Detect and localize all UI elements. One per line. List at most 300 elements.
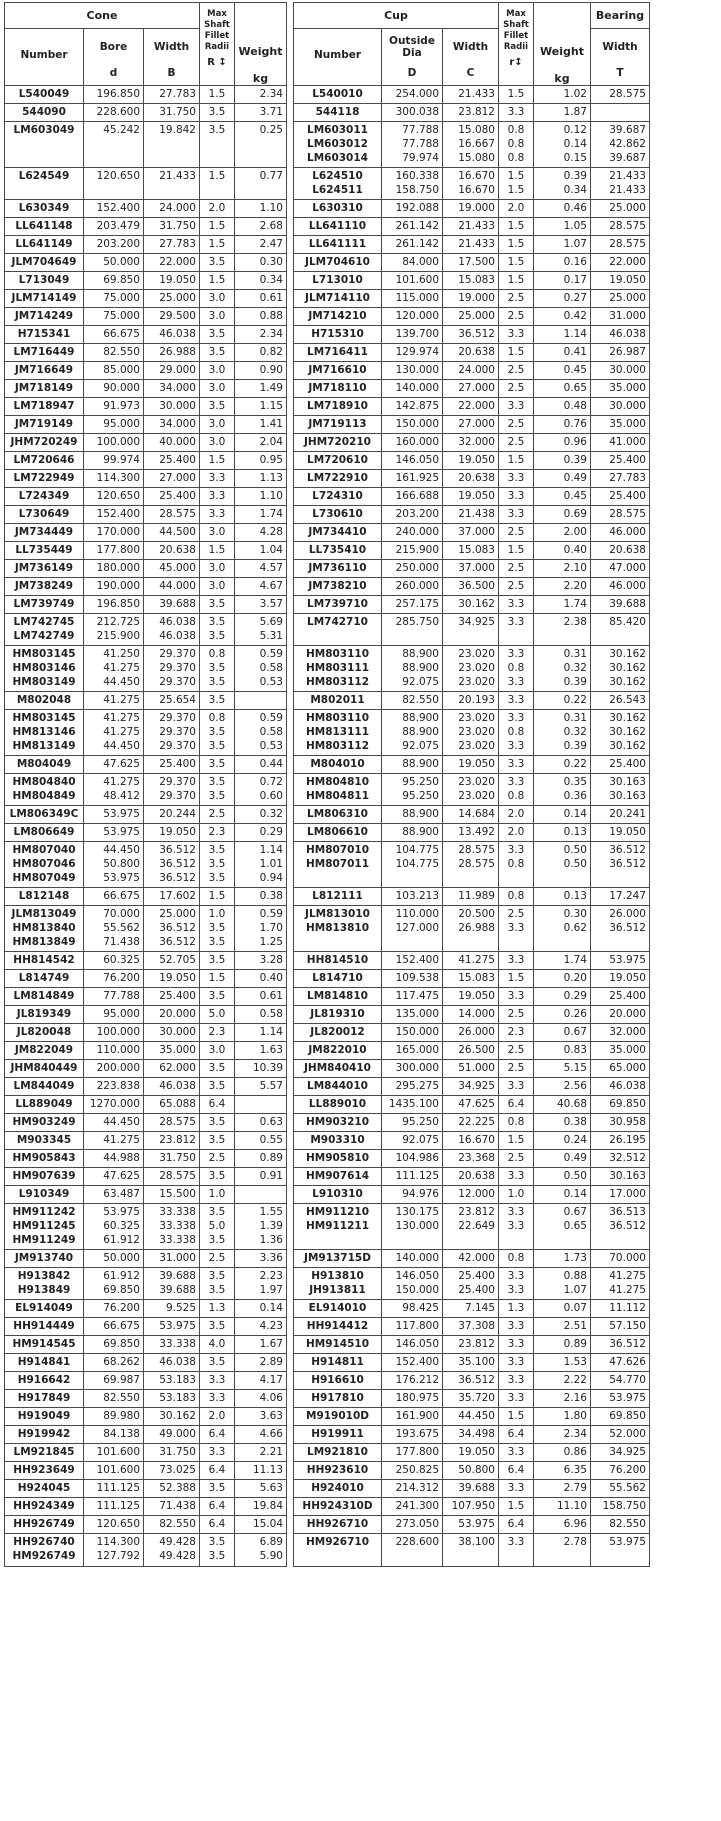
cone-bore-value: 190.000 bbox=[96, 580, 140, 593]
cup-width-cell bbox=[443, 452, 499, 470]
cone-width-value: 19.050 bbox=[159, 274, 196, 287]
cone-number-value: LL889049 bbox=[15, 1098, 73, 1111]
cone-fillet-sym: R ↕ bbox=[207, 57, 227, 68]
cup-weight-cell bbox=[534, 1006, 591, 1024]
cup-fillet-cell bbox=[499, 218, 534, 236]
cone-weight-value: 0.44 bbox=[259, 758, 283, 771]
cone-fillet-value: 6.4 bbox=[208, 1098, 226, 1111]
cone-number-value: M804049 bbox=[16, 758, 72, 771]
cup-number-value: HM803110 bbox=[305, 648, 370, 661]
bearing-width-value: 21.433 bbox=[609, 170, 646, 183]
cup-weight-cell bbox=[534, 1204, 591, 1250]
cup-od-cell bbox=[382, 614, 443, 646]
cup-od-value: 95.250 bbox=[402, 1116, 439, 1129]
cup-od-value: 146.050 bbox=[395, 1338, 439, 1351]
cup-od-cell bbox=[382, 1462, 443, 1480]
cup-weight-cell bbox=[534, 488, 591, 506]
cup-od-value: 120.000 bbox=[395, 310, 439, 323]
cup-table-row bbox=[294, 1132, 650, 1150]
cup-od-cell bbox=[382, 1534, 443, 1567]
cone-bore-value: 82.550 bbox=[103, 346, 140, 359]
cone-weight-value: 2.23 bbox=[259, 1270, 283, 1283]
cup-weight-cell bbox=[534, 1250, 591, 1268]
cone-table-row bbox=[5, 344, 287, 362]
cone-number-cell bbox=[5, 988, 84, 1006]
cone-fillet-cell bbox=[200, 506, 235, 524]
cone-number-cell bbox=[5, 1114, 84, 1132]
cup-fillet-cell bbox=[499, 1372, 534, 1390]
cone-fillet-cell bbox=[200, 1516, 235, 1534]
cup-width-value: 7.145 bbox=[464, 1302, 495, 1315]
cone-width-value: 29.370 bbox=[159, 776, 196, 789]
cup-weight-value: 0.46 bbox=[563, 202, 587, 215]
cone-number-value: HM804849 bbox=[12, 790, 76, 803]
cup-od-cell bbox=[382, 596, 443, 614]
cup-fillet-cell bbox=[499, 1150, 534, 1168]
cone-table-row bbox=[5, 380, 287, 398]
cup-table-row bbox=[294, 1354, 650, 1372]
cone-fillet-cell bbox=[200, 1096, 235, 1114]
cup-weight-value: 0.39 bbox=[563, 676, 587, 689]
cup-fillet-value: 6.4 bbox=[507, 1464, 525, 1477]
cone-bore-cell bbox=[84, 542, 144, 560]
cone-width-cell bbox=[144, 1372, 200, 1390]
cup-width-cell bbox=[443, 236, 499, 254]
cone-width-cell bbox=[144, 1318, 200, 1336]
cone-bore-value: 44.450 bbox=[103, 676, 140, 689]
cone-weight-cell bbox=[235, 1354, 287, 1372]
cone-weight-cell bbox=[235, 398, 287, 416]
bearing-width-cell bbox=[591, 1078, 650, 1096]
cone-bore-cell bbox=[84, 86, 144, 104]
cone-number-cell bbox=[5, 272, 84, 290]
cup-table-row bbox=[294, 272, 650, 290]
bearing-width-value: 36.512 bbox=[609, 844, 646, 857]
cone-table-row bbox=[5, 1042, 287, 1060]
cone-fillet-cell bbox=[200, 470, 235, 488]
cup-width-cell bbox=[443, 1204, 499, 1250]
cone-number-value: L812148 bbox=[18, 890, 70, 903]
cone-bore-value: 41.250 bbox=[103, 648, 140, 661]
cone-fillet-value: 3.0 bbox=[208, 382, 226, 395]
cone-fillet-cell bbox=[200, 1444, 235, 1462]
cone-fillet-value: 3.3 bbox=[208, 508, 226, 521]
cup-weight-cell bbox=[534, 218, 591, 236]
cup-width-value: 19.050 bbox=[458, 454, 495, 467]
cone-number-cell bbox=[5, 1204, 84, 1250]
cup-width-cell bbox=[443, 1444, 499, 1462]
cup-fillet-cell bbox=[499, 578, 534, 596]
cup-number-cell bbox=[294, 1042, 382, 1060]
cup-weight-value: 6.35 bbox=[563, 1464, 587, 1477]
cone-number-value: HM803146 bbox=[12, 662, 76, 675]
cone-weight-value bbox=[238, 692, 283, 706]
cup-number-value: HM804811 bbox=[305, 790, 370, 803]
cup-number-cell bbox=[294, 1006, 382, 1024]
cup-number-value: M903310 bbox=[310, 1134, 365, 1147]
cone-number-value: L724349 bbox=[18, 490, 70, 503]
cone-bore-value: 100.000 bbox=[96, 1026, 140, 1039]
cup-fillet-value: 1.5 bbox=[507, 184, 525, 197]
bearing-width-value: 158.750 bbox=[602, 1500, 646, 1513]
cup-weight-cell bbox=[534, 200, 591, 218]
cone-weight-value: 2.47 bbox=[259, 238, 283, 251]
cup-number-cell bbox=[294, 842, 382, 888]
cone-fillet-cell bbox=[200, 774, 235, 806]
cup-od-cell bbox=[382, 710, 443, 756]
cup-weight-cell bbox=[534, 362, 591, 380]
cone-number-value: HM807046 bbox=[12, 858, 76, 871]
cup-od-cell bbox=[382, 1042, 443, 1060]
cone-bore-value: 85.000 bbox=[103, 364, 140, 377]
cup-od-cell bbox=[382, 1354, 443, 1372]
cup-od-value: 104.775 bbox=[395, 844, 439, 857]
cone-fillet-value: 2.5 bbox=[208, 1152, 226, 1165]
cup-od-value: 77.788 bbox=[402, 124, 439, 136]
cup-fillet-cell bbox=[499, 344, 534, 362]
cone-bore-cell bbox=[84, 1096, 144, 1114]
cup-od-cell bbox=[382, 1186, 443, 1204]
cup-number-cell bbox=[294, 596, 382, 614]
cup-number-value: L713010 bbox=[312, 274, 363, 287]
cone-bore-value: 200.000 bbox=[96, 1062, 140, 1075]
cup-fillet-value: 3.3 bbox=[507, 694, 525, 707]
cup-width-cell bbox=[443, 542, 499, 560]
cone-fillet-value: 3.5 bbox=[208, 1270, 226, 1283]
bearing-width-value: 41.275 bbox=[609, 1270, 646, 1283]
cone-fillet-value: 3.5 bbox=[208, 328, 226, 341]
cone-bore-value: 47.625 bbox=[103, 1170, 140, 1183]
cup-fillet-value: 3.3 bbox=[507, 1446, 525, 1459]
cone-bore-value: 82.550 bbox=[103, 1392, 140, 1405]
cup-od-cell bbox=[382, 272, 443, 290]
cone-number-cell bbox=[5, 1096, 84, 1114]
cup-weight-value: 0.22 bbox=[563, 758, 587, 771]
cup-fillet-value: 1.5 bbox=[507, 238, 525, 251]
cup-width-cell bbox=[443, 806, 499, 824]
cup-table-row bbox=[294, 1060, 650, 1078]
cone-weight-label: Weight bbox=[238, 45, 283, 58]
cone-bore-cell bbox=[84, 1336, 144, 1354]
cone-number-cell bbox=[5, 756, 84, 774]
cup-weight-cell bbox=[534, 1024, 591, 1042]
cone-weight-cell bbox=[235, 756, 287, 774]
cone-width-value: 28.575 bbox=[159, 508, 196, 521]
cone-bore-cell bbox=[84, 1078, 144, 1096]
cup-width-value: 19.050 bbox=[458, 990, 495, 1003]
cone-width-value: 25.400 bbox=[159, 454, 196, 467]
cup-width-value: 16.670 bbox=[458, 184, 495, 197]
cone-weight-value: 3.71 bbox=[259, 106, 283, 118]
cone-width-cell bbox=[144, 1534, 200, 1567]
cup-weight-value: 0.30 bbox=[563, 908, 587, 921]
cup-width-value: 15.083 bbox=[458, 274, 495, 287]
cup-table-row bbox=[294, 1444, 650, 1462]
cup-width-cell bbox=[443, 1480, 499, 1498]
cup-fillet-cell bbox=[499, 596, 534, 614]
bearing-width-cell bbox=[591, 774, 650, 806]
cone-weight-header bbox=[235, 3, 287, 86]
cup-od-value: 88.900 bbox=[402, 808, 439, 821]
cup-width-cell bbox=[443, 1534, 499, 1567]
cone-weight-cell bbox=[235, 362, 287, 380]
cone-fillet-cell bbox=[200, 1318, 235, 1336]
cone-bore-cell bbox=[84, 970, 144, 988]
cup-weight-cell bbox=[534, 326, 591, 344]
cone-fillet-cell bbox=[200, 970, 235, 988]
cone-bore-value: 120.650 bbox=[96, 170, 140, 183]
cone-fillet-l1: Shaft bbox=[204, 20, 230, 30]
cone-number-cell bbox=[5, 1318, 84, 1336]
cup-weight-value: 0.83 bbox=[563, 1044, 587, 1057]
cone-number-value: HM926749 bbox=[12, 1550, 76, 1563]
cup-width-cell bbox=[443, 1096, 499, 1114]
cup-width-value: 23.368 bbox=[458, 1152, 495, 1165]
cup-od-value: 95.250 bbox=[402, 776, 439, 789]
cone-bore-value: 177.800 bbox=[96, 544, 140, 557]
cone-weight-cell bbox=[235, 488, 287, 506]
cup-weight-cell bbox=[534, 1150, 591, 1168]
cup-width-cell bbox=[443, 1426, 499, 1444]
cone-width-cell bbox=[144, 470, 200, 488]
cone-bore-cell bbox=[84, 1534, 144, 1567]
cup-table-row bbox=[294, 646, 650, 692]
cup-weight-value: 0.36 bbox=[563, 790, 587, 803]
cup-table-row bbox=[294, 488, 650, 506]
cup-weight-cell bbox=[534, 1390, 591, 1408]
cup-weight-value: 2.16 bbox=[563, 1392, 587, 1405]
bearing-width-cell bbox=[591, 524, 650, 542]
cone-fillet-cell bbox=[200, 362, 235, 380]
cone-weight-value: 0.91 bbox=[259, 1170, 283, 1183]
cup-table bbox=[293, 2, 650, 1567]
cup-fillet-value: 3.3 bbox=[507, 648, 525, 661]
cup-fillet-value: 3.3 bbox=[507, 758, 525, 771]
cup-od-value: 161.925 bbox=[395, 472, 439, 485]
cone-weight-value: 0.40 bbox=[259, 972, 283, 985]
cup-od-value: 95.250 bbox=[402, 790, 439, 803]
cone-bore-cell bbox=[84, 614, 144, 646]
cone-number-value: LM742749 bbox=[13, 630, 75, 643]
cup-table-row bbox=[294, 218, 650, 236]
cup-od-value: 250.825 bbox=[395, 1464, 439, 1477]
cup-od-value: 88.900 bbox=[402, 712, 439, 725]
cone-number-cell bbox=[5, 560, 84, 578]
cup-od-value: 160.338 bbox=[395, 170, 439, 183]
cup-number-value: HM804810 bbox=[305, 776, 370, 789]
cup-width-value: 50.800 bbox=[458, 1464, 495, 1477]
cone-width-value: 15.500 bbox=[159, 1188, 196, 1201]
cone-bore-value: 41.275 bbox=[103, 694, 140, 707]
cup-od-cell bbox=[382, 1480, 443, 1498]
cup-od-value: 150.000 bbox=[395, 418, 439, 431]
bearing-width-value: 39.687 bbox=[609, 152, 646, 164]
cup-width-value: 22.225 bbox=[458, 1116, 495, 1129]
cone-table-row bbox=[5, 774, 287, 806]
cone-width-cell bbox=[144, 710, 200, 756]
cone-fillet-cell bbox=[200, 692, 235, 710]
cup-width-value: 20.638 bbox=[458, 1170, 495, 1183]
cone-bore-cell bbox=[84, 1132, 144, 1150]
cone-width-value: 25.654 bbox=[159, 694, 196, 707]
cup-weight-cell bbox=[534, 646, 591, 692]
cup-table-row bbox=[294, 1042, 650, 1060]
bearing-width-cell bbox=[591, 416, 650, 434]
cone-weight-value: 0.29 bbox=[259, 826, 283, 839]
cone-table-row bbox=[5, 86, 287, 104]
cup-od-value: 161.900 bbox=[395, 1410, 439, 1423]
cup-number-cell bbox=[294, 1390, 382, 1408]
cone-width-value: 31.750 bbox=[159, 106, 196, 118]
cup-number-value: LM716411 bbox=[307, 346, 368, 359]
cup-number-value: HH923610 bbox=[306, 1464, 369, 1477]
cup-od-cell bbox=[382, 952, 443, 970]
cone-fillet-value: 3.5 bbox=[208, 598, 226, 611]
cone-fillet-value: 3.5 bbox=[208, 936, 226, 949]
cup-weight-value: 0.07 bbox=[563, 1302, 587, 1315]
cup-od-cell bbox=[382, 1078, 443, 1096]
cone-fillet-cell bbox=[200, 596, 235, 614]
bearing-width-value: 34.925 bbox=[609, 1446, 646, 1459]
bearing-width-cell bbox=[591, 398, 650, 416]
cone-fillet-cell bbox=[200, 1024, 235, 1042]
cup-weight-value: 0.22 bbox=[563, 694, 587, 707]
cone-bore-cell bbox=[84, 1204, 144, 1250]
cone-bore-value: 53.975 bbox=[103, 808, 140, 821]
cup-table-row bbox=[294, 1114, 650, 1132]
cup-fillet-cell bbox=[499, 1408, 534, 1426]
cone-number-value: HM911245 bbox=[12, 1220, 76, 1233]
cup-weight-cell bbox=[534, 542, 591, 560]
cone-number-cell bbox=[5, 774, 84, 806]
cup-table-row bbox=[294, 824, 650, 842]
bearing-width-cell bbox=[591, 254, 650, 272]
cone-weight-value: 1.63 bbox=[259, 1044, 283, 1057]
cone-width-value: 28.575 bbox=[159, 1170, 196, 1183]
cup-weight-cell bbox=[534, 1078, 591, 1096]
cup-width-cell bbox=[443, 824, 499, 842]
cone-weight-value: 1.39 bbox=[259, 1220, 283, 1233]
cone-weight-cell bbox=[235, 774, 287, 806]
cone-number-cell bbox=[5, 254, 84, 272]
cup-od-value: 240.000 bbox=[395, 526, 439, 539]
cone-table-row bbox=[5, 824, 287, 842]
cone-width-value: 35.000 bbox=[159, 1044, 196, 1057]
cup-weight-value: 1.02 bbox=[563, 88, 587, 100]
cone-weight-value: 4.17 bbox=[259, 1374, 283, 1387]
cone-fillet-value: 3.0 bbox=[208, 580, 226, 593]
cone-width-cell bbox=[144, 1168, 200, 1186]
cup-width-value: 26.500 bbox=[458, 1044, 495, 1057]
cone-weight-value: 2.04 bbox=[259, 436, 283, 449]
cone-table-row bbox=[5, 1498, 287, 1516]
cone-bore-cell bbox=[84, 1354, 144, 1372]
cup-number-value: JLM813010 bbox=[305, 908, 370, 921]
cone-fillet-value: 6.4 bbox=[208, 1428, 226, 1441]
cone-table-body bbox=[5, 86, 287, 1567]
cone-width-cell bbox=[144, 254, 200, 272]
cone-weight-cell bbox=[235, 524, 287, 542]
cone-number-cell bbox=[5, 1480, 84, 1498]
cone-bore-cell bbox=[84, 236, 144, 254]
cup-width-cell bbox=[443, 416, 499, 434]
cone-number-value: LM739749 bbox=[13, 598, 75, 611]
cone-bore-value: 111.125 bbox=[96, 1482, 140, 1495]
cone-width-value: 36.512 bbox=[159, 872, 196, 885]
cone-fillet-cell bbox=[200, 168, 235, 200]
cone-weight-value: 1.41 bbox=[259, 418, 283, 431]
cone-width-value: 28.575 bbox=[159, 1116, 196, 1129]
cone-bore-value: 203.200 bbox=[96, 238, 140, 251]
cup-number-cell bbox=[294, 1250, 382, 1268]
cup-od-sym: D bbox=[407, 67, 417, 80]
cup-weight-value: 0.12 bbox=[563, 124, 587, 136]
cup-table-row bbox=[294, 86, 650, 104]
cone-fillet-value: 3.0 bbox=[208, 310, 226, 323]
cone-bore-value: 180.000 bbox=[96, 562, 140, 575]
cup-od-value: 165.000 bbox=[395, 1044, 439, 1057]
cup-weight-cell bbox=[534, 970, 591, 988]
cup-number-cell bbox=[294, 774, 382, 806]
cone-fillet-cell bbox=[200, 542, 235, 560]
cone-bore-value: 61.912 bbox=[103, 1234, 140, 1247]
cup-weight-cell bbox=[534, 774, 591, 806]
cup-table-row bbox=[294, 1300, 650, 1318]
cone-fillet-cell bbox=[200, 1534, 235, 1567]
bearing-width-cell bbox=[591, 1444, 650, 1462]
cup-table-row bbox=[294, 560, 650, 578]
cup-weight-value: 0.89 bbox=[563, 1338, 587, 1351]
cone-number-value: 544090 bbox=[22, 106, 66, 118]
cup-od-cell bbox=[382, 1114, 443, 1132]
cone-width-cell bbox=[144, 614, 200, 646]
cup-table-row bbox=[294, 1498, 650, 1516]
cone-fillet-value: 3.5 bbox=[208, 776, 226, 789]
cup-number-cell bbox=[294, 398, 382, 416]
cone-number-cell bbox=[5, 806, 84, 824]
cone-weight-cell bbox=[235, 1390, 287, 1408]
cone-weight-value: 3.57 bbox=[259, 598, 283, 611]
cone-number-cell bbox=[5, 506, 84, 524]
cup-width-cell bbox=[443, 218, 499, 236]
cone-bore-value: 120.650 bbox=[96, 490, 140, 503]
cone-fillet-cell bbox=[200, 1426, 235, 1444]
cone-number-value: HM807040 bbox=[12, 844, 76, 857]
cone-bore-value: 71.438 bbox=[103, 936, 140, 949]
cone-weight-cell bbox=[235, 1114, 287, 1132]
cone-table-row bbox=[5, 1150, 287, 1168]
cone-bore-value: 69.850 bbox=[103, 1338, 140, 1351]
cup-width-cell bbox=[443, 308, 499, 326]
cup-width-value: 11.989 bbox=[458, 890, 495, 903]
cup-width-value: 34.925 bbox=[458, 616, 495, 629]
cup-width-cell bbox=[443, 86, 499, 104]
cup-number-cell bbox=[294, 1336, 382, 1354]
bearing-width-cell bbox=[591, 1516, 650, 1534]
cone-fillet-value: 4.0 bbox=[208, 1338, 226, 1351]
cone-width-value: 44.500 bbox=[159, 526, 196, 539]
cup-fillet-cell bbox=[499, 326, 534, 344]
cup-weight-value: 0.45 bbox=[563, 364, 587, 377]
cup-weight-cell bbox=[534, 1060, 591, 1078]
cup-fillet-value: 2.5 bbox=[507, 1062, 525, 1075]
cone-bore-cell bbox=[84, 1250, 144, 1268]
cup-width-cell bbox=[443, 710, 499, 756]
cup-weight-value: 2.38 bbox=[563, 616, 587, 629]
cup-fillet-value: 3.3 bbox=[507, 1170, 525, 1183]
bearing-width-cell bbox=[591, 1426, 650, 1444]
bearing-width-value: 47.000 bbox=[609, 562, 646, 575]
